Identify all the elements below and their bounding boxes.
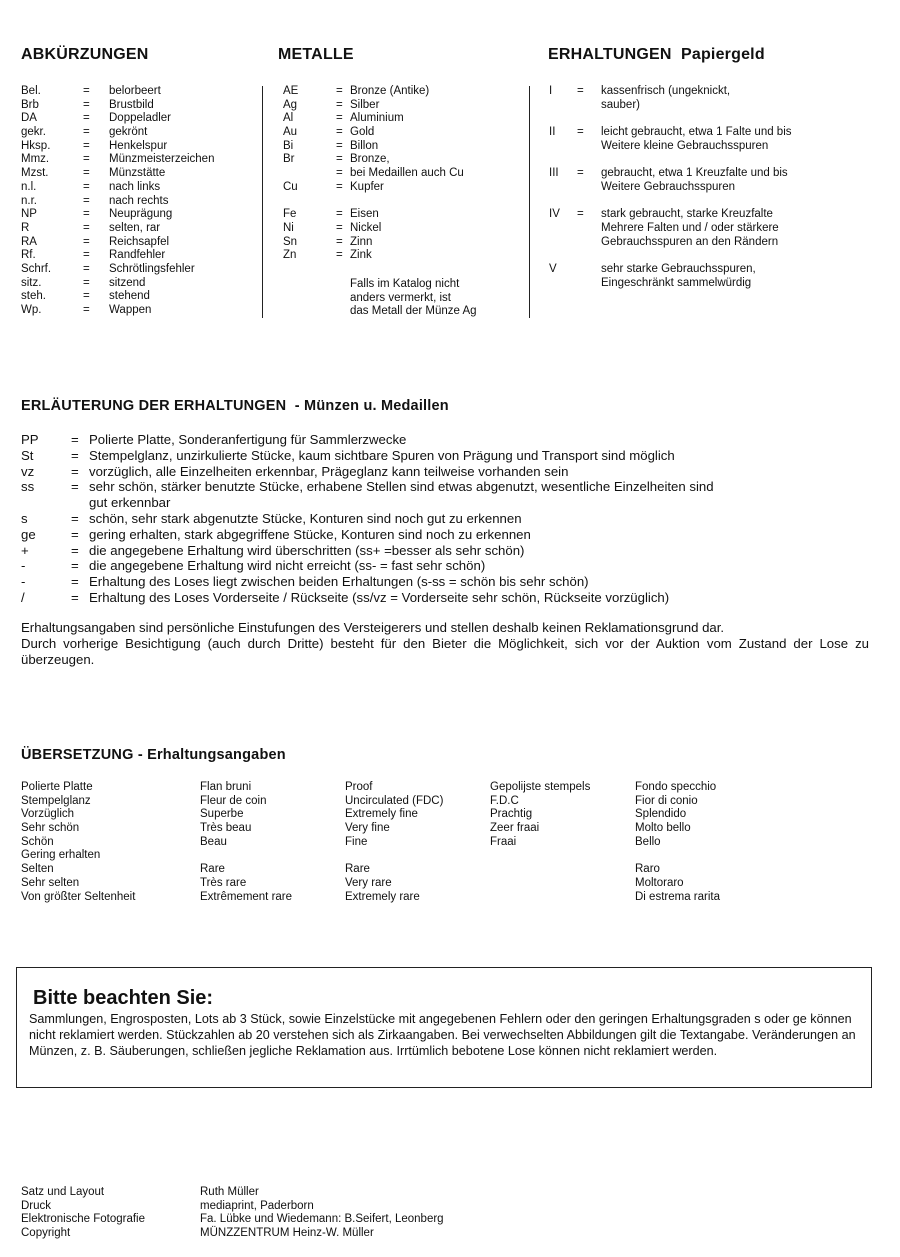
equals-sign: = bbox=[71, 574, 79, 590]
translation-row bbox=[21, 781, 881, 795]
translation-row bbox=[21, 836, 881, 850]
metal-code: Br bbox=[283, 153, 295, 166]
translation-row bbox=[21, 863, 881, 877]
equals-sign: = bbox=[336, 126, 343, 139]
abbreviation-code: NP bbox=[21, 208, 37, 221]
credit-row bbox=[21, 1213, 721, 1227]
credit-label: Copyright bbox=[21, 1227, 71, 1240]
abbreviation-meaning: belorbeert bbox=[109, 85, 161, 97]
equals-sign: = bbox=[71, 463, 79, 479]
paper-grade-description: sauber) bbox=[601, 98, 640, 111]
metal-name: Zink bbox=[350, 249, 372, 262]
equals-sign: = bbox=[71, 510, 79, 526]
metals-list bbox=[283, 85, 523, 263]
notice-box bbox=[16, 967, 872, 1088]
equals-sign: = bbox=[336, 153, 343, 166]
abbreviation-code: Brb bbox=[21, 98, 39, 111]
metal-row bbox=[283, 236, 523, 250]
grade-code: vz bbox=[21, 463, 35, 479]
equals-sign: = bbox=[336, 235, 343, 248]
equals-sign: = bbox=[336, 85, 343, 97]
translation-row bbox=[21, 808, 881, 822]
translation-cell: Polierte Platte bbox=[21, 781, 93, 793]
grade-explanation: die angegebene Erhaltung wird überschritten (ss+ =besser als sehr schön) bbox=[89, 542, 525, 558]
abbreviation-row bbox=[21, 195, 256, 209]
translation-cell: Gepolijste stempels bbox=[490, 781, 591, 793]
equals-sign: = bbox=[577, 167, 584, 180]
translation-cell: Très rare bbox=[200, 876, 247, 889]
paper-grade-code: V bbox=[549, 263, 557, 276]
grade-explanation-row bbox=[21, 479, 881, 495]
notice-title: Bitte beachten Sie: bbox=[33, 987, 214, 1009]
abbreviation-row bbox=[21, 249, 256, 263]
abbreviations-list bbox=[21, 85, 256, 318]
equals-sign: = bbox=[83, 126, 90, 139]
metal-name: Billon bbox=[350, 139, 379, 152]
credit-value: Fa. Lübke und Wiedemann: B.Seifert, Leonberg bbox=[200, 1213, 444, 1226]
explanation-paragraphs bbox=[21, 620, 869, 667]
column-divider bbox=[262, 86, 263, 318]
equals-sign: = bbox=[336, 249, 343, 262]
paper-money-title-main: ERHALTUNGEN bbox=[548, 46, 672, 63]
metal-code: Fe bbox=[283, 208, 297, 221]
abbreviation-meaning: Doppeladler bbox=[109, 112, 172, 125]
explanation-title-sub: - Münzen u. Medaillen bbox=[294, 398, 449, 414]
abbreviation-code: n.l. bbox=[21, 180, 37, 193]
metal-code: Au bbox=[283, 126, 298, 139]
equals-sign: = bbox=[83, 85, 90, 97]
abbreviation-meaning: Henkelspur bbox=[109, 139, 168, 152]
translation-cell: Rare bbox=[200, 863, 225, 876]
abbreviation-code: DA bbox=[21, 112, 37, 125]
grade-explanation-row bbox=[21, 448, 881, 464]
translation-cell: Molto bello bbox=[635, 822, 691, 835]
translation-cell: Sehr selten bbox=[21, 876, 80, 889]
grade-code: PP bbox=[21, 432, 39, 447]
grade-explanation-row bbox=[21, 543, 881, 559]
abbreviation-row bbox=[21, 304, 256, 318]
column-divider bbox=[529, 86, 530, 318]
metal-row bbox=[283, 140, 523, 154]
abbreviation-row bbox=[21, 140, 256, 154]
translation-cell: Vorzüglich bbox=[21, 808, 75, 821]
explanation-list bbox=[21, 432, 881, 606]
metal-name: Aluminium bbox=[350, 112, 404, 125]
paper-grade-code: III bbox=[549, 167, 559, 180]
explanation-para: Erhaltungsangaben sind persönliche Einstufungen des Versteigerers und stellen deshalb keinen Reklamationsgrund dar. bbox=[21, 620, 725, 635]
grade-explanation: Stempelglanz, unzirkulierte Stücke, kaum sichtbare Spuren von Prägung und Transport sind möglich bbox=[89, 447, 675, 463]
equals-sign: = bbox=[83, 221, 90, 234]
equals-sign: = bbox=[83, 290, 90, 303]
credit-label: Druck bbox=[21, 1199, 52, 1212]
abbreviation-meaning: Brustbild bbox=[109, 98, 154, 111]
translation-cell: Fior di conio bbox=[635, 794, 698, 807]
grade-code: - bbox=[21, 574, 26, 590]
equals-sign: = bbox=[577, 208, 584, 221]
translation-cell: Di estrema rarita bbox=[635, 890, 720, 903]
grade-code: St bbox=[21, 447, 34, 463]
abbreviation-code: gekr. bbox=[21, 126, 46, 139]
grade-code: ge bbox=[21, 526, 36, 542]
credits bbox=[21, 1186, 721, 1241]
grade-explanation-row bbox=[21, 574, 881, 590]
metal-row bbox=[283, 99, 523, 113]
metal-code: Ag bbox=[283, 98, 298, 111]
abbreviation-row bbox=[21, 222, 256, 236]
translation-cell: Von größter Seltenheit bbox=[21, 890, 136, 903]
grade-code: s bbox=[21, 510, 28, 526]
metal-name: Gold bbox=[350, 126, 375, 139]
credit-value: mediaprint, Paderborn bbox=[200, 1199, 314, 1212]
metal-row bbox=[283, 153, 523, 167]
abbreviation-code: RA bbox=[21, 235, 37, 248]
abbreviation-row bbox=[21, 99, 256, 113]
metals-note-line: das Metall der Münze Ag bbox=[350, 305, 477, 318]
translation-cell: Flan bruni bbox=[200, 781, 252, 793]
translation-row bbox=[21, 891, 881, 905]
translation-cell: Fleur de coin bbox=[200, 794, 267, 807]
paper-grade-code: I bbox=[549, 85, 553, 97]
abbreviation-meaning: selten, rar bbox=[109, 221, 161, 234]
notice-text: Sammlungen, Engrosposten, Lots ab 3 Stück, sowie Einzelstücke mit angegebenen Fehlern oder den geringen Erhaltungsgraden s oder ge können nicht reklamiert werden. Stückzahlen ab 20 verstehen sich als Zirkaangaben. Bei verwechselten Abbildungen gilt die Textangabe. Veränderungen an Münzen, z. B. Säuberungen, schließen jegliche Reklamation aus. Irrtümlich bebotene Lose können nicht reklamiert werden. bbox=[29, 1012, 856, 1058]
equals-sign: = bbox=[71, 542, 79, 558]
grade-explanation: schön, sehr stark abgenutzte Stücke, Konturen sind noch gut zu erkennen bbox=[89, 510, 522, 526]
abbreviation-code: Schrf. bbox=[21, 262, 52, 275]
abbreviation-row bbox=[21, 181, 256, 195]
metal-row bbox=[283, 181, 523, 195]
equals-sign: = bbox=[577, 126, 584, 139]
metal-code: Al bbox=[283, 112, 294, 125]
paper-grade-description: sehr starke Gebrauchsspuren, bbox=[601, 263, 756, 276]
metals-note-line: Falls im Katalog nicht bbox=[350, 278, 460, 290]
abbreviation-meaning: Neuprägung bbox=[109, 208, 173, 221]
translation-cell: Fine bbox=[345, 835, 368, 848]
abbreviation-row bbox=[21, 236, 256, 250]
paper-grade-description: Weitere kleine Gebrauchsspuren bbox=[601, 139, 769, 152]
grade-explanation: Erhaltung des Loses liegt zwischen beiden Erhaltungen (s-ss = schön bis sehr schön) bbox=[89, 574, 589, 590]
grade-explanation-row bbox=[21, 558, 881, 574]
paper-grade-description: Mehrere Falten und / oder stärkere bbox=[601, 221, 779, 234]
metal-code: Sn bbox=[283, 235, 298, 248]
credit-label: Satz und Layout bbox=[21, 1186, 105, 1198]
grade-explanation-row bbox=[21, 527, 881, 543]
translation-cell: Zeer fraai bbox=[490, 822, 540, 835]
metal-code: Bi bbox=[283, 139, 294, 152]
translation-cell: Bello bbox=[635, 835, 661, 848]
paper-grade-description: Gebrauchsspuren an den Rändern bbox=[601, 235, 779, 248]
credit-value: MÜNZZENTRUM Heinz-W. Müller bbox=[200, 1227, 374, 1240]
metal-name: Kupfer bbox=[350, 180, 384, 193]
equals-sign: = bbox=[83, 276, 90, 289]
credit-label: Elektronische Fotografie bbox=[21, 1213, 146, 1226]
translation-cell: Beau bbox=[200, 835, 227, 848]
abbreviation-meaning: nach links bbox=[109, 180, 161, 193]
translation-row bbox=[21, 849, 881, 863]
paper-grade-code: IV bbox=[549, 208, 560, 221]
metal-row bbox=[283, 167, 523, 181]
metal-name: Bronze (Antike) bbox=[350, 85, 430, 97]
equals-sign: = bbox=[336, 180, 343, 193]
metal-name: bei Medaillen auch Cu bbox=[350, 167, 464, 180]
metal-row bbox=[283, 249, 523, 263]
abbreviation-code: sitz. bbox=[21, 276, 42, 289]
abbreviation-code: Bel. bbox=[21, 85, 41, 97]
metals-note-line: anders vermerkt, ist bbox=[350, 291, 451, 304]
grade-code: - bbox=[21, 558, 26, 574]
translation-table bbox=[21, 781, 881, 904]
equals-sign: = bbox=[83, 180, 90, 193]
abbreviation-meaning: nach rechts bbox=[109, 194, 169, 207]
metal-name: Nickel bbox=[350, 221, 382, 234]
equals-sign: = bbox=[336, 221, 343, 234]
abbreviation-row bbox=[21, 126, 256, 140]
translation-cell: Raro bbox=[635, 863, 660, 876]
abbreviation-row bbox=[21, 153, 256, 167]
abbreviation-row bbox=[21, 167, 256, 181]
paper-grade-code: II bbox=[549, 126, 556, 139]
credit-row bbox=[21, 1227, 721, 1241]
abbreviation-code: Rf. bbox=[21, 249, 36, 262]
abbreviation-meaning: Wappen bbox=[109, 304, 152, 316]
abbreviation-row bbox=[21, 290, 256, 304]
abbreviation-meaning: stehend bbox=[109, 290, 150, 303]
abbreviation-code: n.r. bbox=[21, 194, 37, 207]
translation-title-sub: - Erhaltungsangaben bbox=[137, 747, 286, 763]
grade-explanation-row bbox=[21, 495, 881, 511]
grade-code: + bbox=[21, 542, 29, 558]
equals-sign: = bbox=[71, 447, 79, 463]
equals-sign: = bbox=[577, 85, 584, 97]
metal-code: Ni bbox=[283, 221, 294, 234]
equals-sign: = bbox=[83, 139, 90, 152]
translation-cell: Très beau bbox=[200, 822, 252, 835]
translation-cell: Selten bbox=[21, 863, 54, 876]
equals-sign: = bbox=[83, 194, 90, 207]
equals-sign: = bbox=[336, 139, 343, 152]
grade-explanation: Erhaltung des Loses Vorderseite / Rückseite (ss/vz = Vorderseite sehr schön, Rückseite vorzüglich) bbox=[89, 589, 670, 605]
abbreviation-code: Hksp. bbox=[21, 139, 51, 152]
equals-sign: = bbox=[336, 112, 343, 125]
abbreviation-meaning: Münzstätte bbox=[109, 167, 166, 180]
translation-row bbox=[21, 822, 881, 836]
metals-note bbox=[350, 278, 477, 319]
translation-cell: Prachtig bbox=[490, 808, 533, 821]
metal-code: Zn bbox=[283, 249, 297, 262]
metal-row bbox=[283, 112, 523, 126]
grade-explanation-row bbox=[21, 432, 881, 448]
explanation-para: Durch vorherige Besichtigung (auch durch Dritte) besteht für den Bieter die Möglichkeit, sich vor der Auktion vom Zustand der Lose zu überzeugen. bbox=[21, 635, 869, 667]
grade-explanation: Polierte Platte, Sonderanfertigung für Sammlerzwecke bbox=[89, 432, 407, 447]
translation-cell: Extrêmement rare bbox=[200, 890, 293, 903]
translation-title-main: ÜBERSETZUNG bbox=[21, 747, 134, 763]
abbreviation-code: steh. bbox=[21, 290, 46, 303]
metal-name: Bronze, bbox=[350, 153, 390, 166]
metal-row bbox=[283, 208, 523, 222]
translation-cell: Superbe bbox=[200, 808, 244, 821]
abbreviation-code: Mmz. bbox=[21, 153, 50, 166]
grade-explanation-row bbox=[21, 464, 881, 480]
equals-sign: = bbox=[83, 249, 90, 262]
abbreviation-row bbox=[21, 277, 256, 291]
metal-row bbox=[283, 126, 523, 140]
equals-sign: = bbox=[336, 208, 343, 221]
equals-sign: = bbox=[83, 98, 90, 111]
equals-sign: = bbox=[83, 262, 90, 275]
equals-sign: = bbox=[71, 479, 79, 495]
abbreviation-code: Wp. bbox=[21, 304, 42, 316]
paper-grade-description: leicht gebraucht, etwa 1 Falte und bis bbox=[601, 126, 792, 139]
translation-cell: F.D.C bbox=[490, 794, 519, 807]
translation-cell: Splendido bbox=[635, 808, 687, 821]
equals-sign: = bbox=[71, 432, 79, 447]
abbreviation-meaning: Reichsapfel bbox=[109, 235, 170, 248]
abbreviation-meaning: Münzmeisterzeichen bbox=[109, 153, 215, 166]
metal-code: AE bbox=[283, 85, 299, 97]
grade-code: / bbox=[21, 589, 25, 605]
paper-grade-description: stark gebraucht, starke Kreuzfalte bbox=[601, 208, 773, 221]
abbreviation-row bbox=[21, 263, 256, 277]
equals-sign: = bbox=[83, 208, 90, 221]
equals-sign: = bbox=[71, 558, 79, 574]
credit-row bbox=[21, 1200, 721, 1214]
paper-grade-description: Weitere Gebrauchsspuren bbox=[601, 180, 736, 193]
abbreviation-row bbox=[21, 112, 256, 126]
equals-sign: = bbox=[83, 235, 90, 248]
abbreviation-row bbox=[21, 208, 256, 222]
translation-cell: Schön bbox=[21, 835, 54, 848]
paper-grade-description: kassenfrisch (ungeknickt, bbox=[601, 85, 731, 97]
metal-row bbox=[283, 85, 523, 99]
paper-grade-description: gebraucht, etwa 1 Kreuzfalte und bis bbox=[601, 167, 788, 180]
translation-cell: Rare bbox=[345, 863, 370, 876]
abbreviation-meaning: Randfehler bbox=[109, 249, 166, 262]
metal-name: Eisen bbox=[350, 208, 379, 221]
explanation-title bbox=[21, 398, 449, 414]
grade-explanation-row bbox=[21, 590, 881, 606]
translation-cell: Stempelglanz bbox=[21, 794, 91, 807]
credit-row bbox=[21, 1186, 721, 1200]
translation-cell: Extremely rare bbox=[345, 890, 420, 903]
translation-row bbox=[21, 877, 881, 891]
translation-cell: Fraai bbox=[490, 835, 517, 848]
equals-sign: = bbox=[83, 153, 90, 166]
metal-row bbox=[283, 195, 523, 209]
translation-cell: Very rare bbox=[345, 876, 392, 889]
translation-cell: Gering erhalten bbox=[21, 849, 101, 862]
abbreviation-code: R bbox=[21, 221, 30, 234]
equals-sign: = bbox=[83, 112, 90, 125]
grade-explanation: gering erhalten, stark abgegriffene Stücke, Konturen sind noch zu erkennen bbox=[89, 526, 531, 542]
translation-row bbox=[21, 795, 881, 809]
grade-explanation-row bbox=[21, 511, 881, 527]
translation-cell: Fondo specchio bbox=[635, 781, 717, 793]
metals-title: METALLE bbox=[278, 46, 354, 63]
grade-explanation: die angegebene Erhaltung wird nicht erreicht (ss- = fast sehr schön) bbox=[89, 558, 486, 574]
abbreviation-meaning: sitzend bbox=[109, 276, 146, 289]
equals-sign: = bbox=[71, 526, 79, 542]
abbreviation-row bbox=[21, 85, 256, 99]
equals-sign: = bbox=[83, 167, 90, 180]
paper-grade-description: Eingeschränkt sammelwürdig bbox=[601, 276, 752, 289]
metal-code: Cu bbox=[283, 180, 298, 193]
translation-cell: Sehr schön bbox=[21, 822, 80, 835]
translation-cell: Very fine bbox=[345, 822, 390, 835]
abbreviations-title: ABKÜRZUNGEN bbox=[21, 46, 149, 63]
credit-value: Ruth Müller bbox=[200, 1186, 259, 1198]
translation-cell: Uncirculated (FDC) bbox=[345, 794, 444, 807]
translation-cell: Moltoraro bbox=[635, 876, 684, 889]
explanation-title-main: ERLÄUTERUNG DER ERHALTUNGEN bbox=[21, 398, 287, 414]
paper-money-title-sub: Papiergeld bbox=[680, 46, 765, 63]
equals-sign: = bbox=[71, 589, 79, 605]
translation-cell: Proof bbox=[345, 781, 373, 793]
equals-sign: = bbox=[83, 304, 90, 316]
grade-code: ss bbox=[21, 479, 35, 495]
grade-explanation: vorzüglich, alle Einzelheiten erkennbar, Prägeglanz kann teilweise vorhanden sein bbox=[89, 463, 569, 479]
grade-explanation: gut erkennbar bbox=[89, 495, 171, 511]
translation-title bbox=[21, 747, 286, 763]
abbreviation-meaning: gekrönt bbox=[109, 126, 148, 139]
metal-row bbox=[283, 222, 523, 236]
equals-sign: = bbox=[336, 98, 343, 111]
equals-sign: = bbox=[336, 167, 343, 180]
translation-cell: Extremely fine bbox=[345, 808, 418, 821]
metal-name: Zinn bbox=[350, 235, 373, 248]
paper-money-title bbox=[548, 46, 765, 64]
abbreviation-meaning: Schrötlingsfehler bbox=[109, 262, 195, 275]
grade-explanation: sehr schön, stärker benutzte Stücke, erhabene Stellen sind etwas abgenutzt, wesentliche Einzelheiten sind bbox=[89, 479, 714, 495]
abbreviation-code: Mzst. bbox=[21, 167, 49, 180]
metal-name: Silber bbox=[350, 98, 380, 111]
